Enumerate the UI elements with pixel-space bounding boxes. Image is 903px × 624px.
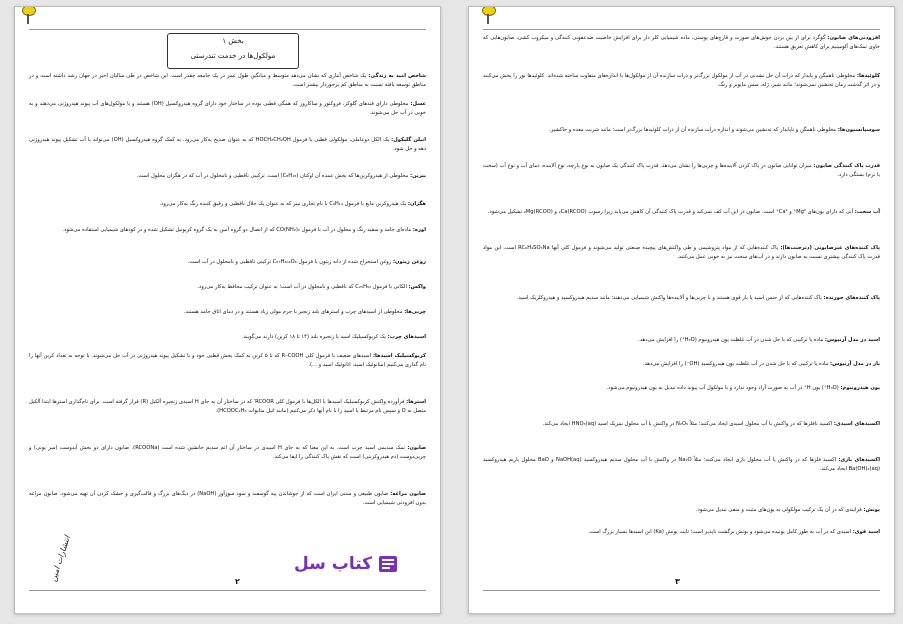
publisher-signature: انتشارات امین (48, 534, 72, 583)
glossary-entry: سوسپانسیون‌ها: مخلوطی ناهمگن و ناپایدار که ته‌نشین می‌شوند و اندازه ذرات سازنده آن از ذرات کلوئیدها بزرگ‌تر است؛ مانند شربت معده و خاکشیر. (549, 127, 880, 133)
glossary-entry: کلوئیدها: مخلوطی ناهمگن و پایدار که ذرات آن حل نشدنی در آب از مولکول بزرگ‌تر و ذرات سازنده آن از مولکول‌ها با اندازه‌های متفاوت ساخته شده‌اند. کلوئیدها نور را پخش می‌کنند و در اثر گذشت زمان ته‌نشین نمی‌شوند؛ مانند شیر، ژله، سس مایونز و رنگ. (483, 73, 880, 88)
glossary-entry: پاک کننده‌های غیرصابونی (دترجنت‌ها): پاک کننده‌هایی که از مواد پتروشیمی و طی واکنش‌های پیچیده صنعتی تولید می‌شوند و فرمول کلی آنها RC₆H₄SO₃Na است. این مواد قدرت پاک کنندگی بیشتری نسبت به صابون دارند و در آب‌های سخت نیز به خوبی عمل می‌کنند. (483, 245, 880, 260)
book-icon (377, 553, 399, 575)
section-title: بخش ۱ (222, 37, 244, 45)
pushpin-icon (481, 6, 495, 25)
glossary-entry: اکسیدهای بازی: اکسید فلزها که در واکنش با آب محلول بازی ایجاد می‌کنند؛ مثلاً Na₂O در واکنش با آب محلول سدیم هیدروکسید NaOH(aq) و BaO محلول باریم هیدروکسید Ba(OH)₂(aq) ایجاد می‌کند. (483, 457, 880, 472)
glossary-entry: اسید قوی: اسیدی که در آب به طور کامل یونیده می‌شود و یونش برگشت ناپذیر است؛ ثابت یونش (Ka) این اسیدها بسیار بزرگ است. (588, 529, 880, 535)
logo-text: کتاب سل (293, 554, 373, 574)
glossary-entry: هگزان: یک هیدروکربن مایع با فرمول C₆H₁₄ با نام تجاری تینر که به عنوان یک حلال ناقطبی و رقیق کننده رنگ به‌کار می‌رود. (159, 201, 426, 207)
document-page-left (14, 6, 441, 614)
section-header-box (167, 33, 299, 69)
glossary-entry: قدرت پاک کنندگی صابون: میزان توانایی صابون در پاک کردن آلاینده‌ها و چربی‌ها را نشان می‌دهد. قدرت پاک کنندگی یک صابون به نوع پارچه، نوع آلاینده، دمای آب و نوع آب (سخت یا نرم) بستگی دارد. (483, 163, 880, 178)
glossary-entry: اوره: ماده‌ای جامد و سفید رنگ و محلول در آب با فرمول CO(NH₂)₂ که از اتصال دو گروه آمین به یک گروه کربونیل تشکیل شده و در کودهای شیمیایی استفاده می‌شود. (62, 227, 426, 233)
glossary-entry: اسیدهای چرب: یک کربوکسیلیک اسید با زنجیره بلند (۱۴ تا ۱۸ کربن) دارند می‌گویند. (241, 334, 426, 340)
publisher-logo (291, 550, 401, 578)
glossary-entry: یونش: فرایندی که در آن یک ترکیب مولکولی به یون‌های مثبت و منفی تبدیل می‌شود. (695, 507, 880, 513)
page-number: ۲ (235, 577, 240, 586)
glossary-entry: افزودنی‌های صابون: گوگرد برای از بین بردن جوش‌های صورت و قارچ‌های پوستی، ماده شیمیایی کلر دار برای افزایش خاصیت ضدعفونی کنندگی و میکروب کشی، صابون‌هایی که حاوی نمک‌های آلومینیم برای کاهش تعریق هستند. (483, 35, 880, 50)
glossary-entry: باز در مدل آرنیوس: ماده یا ترکیبی که با حل شدن در آب غلظت یون هیدروکسید (OH⁻) را افزایش می‌دهد. (642, 361, 880, 367)
glossary-entry: استرها: فرآورده واکنش کربوکسیلیک اسیدها با الکل‌ها با فرمول کلی RCOOR′ که در ساختار آن به جای H اسیدی زنجیره آلکیل (R) قرار گرفته است. برای نام‌گذاری استرها ابتدا آلکیل متصل به O و سپس نام مرتبط با اسید را با نام آنها ذکر می‌کنیم (مانند اتیل متانوات HCOOC₂H₅). (29, 399, 426, 414)
pushpin-icon (21, 6, 35, 25)
glossary-entry: بنزین: مخلوطی از هیدروکربن‌ها که بخش عمده آن اوکتان (C₈H₁₈) است. ترکیبی ناقطبی و نامحلول در آب که در هگزان محلول است. (136, 173, 426, 179)
glossary-entry: صابون مراغه: صابون طبیعی و سنتی ایران است که از جوشاندن پیه گوسفند و سود سوزآور (NaOH) در دیگ‌های بزرگ و قالب‌گیری و خشک کردن آن تهیه می‌شود. صابون مراغه بدون افزودنی شیمیایی است. (29, 491, 426, 506)
glossary-entry: روغن زیتون: روغن استخراج شده از دانه زیتون با فرمول C₅₇H₁₀₄O₆ ترکیبی ناقطبی و نامحلول در آب است. (187, 259, 426, 265)
glossary-entry: کربوکسیلیک اسیدها: اسیدهای ضعیف با فرمول کلی R–COOH که تا ۵ کربن به کمک بخش قطبی خود و با تشکیل پیوند هیدروژنی در آب حل می‌شوند. با توجه به تعداد کربن آنها را نام گذاری می‌کنیم (متانوئیک اسید، اتانوئیک اسید و ...). (29, 353, 426, 368)
page-number: ۳ (675, 577, 680, 586)
glossary-entry: شاخص امید به زندگی: یک شاخص آماری که نشان می‌دهد متوسط و میانگین طول عمر در یک جامعه چقدر است. این شاخص در طی سالیان اخیر در جهان رشد داشته است و در مناطق توسعه یافته نسبت به مناطق کم برخوردار بیشتر است. (29, 73, 426, 88)
glossary-entry: صابون: نمک سدیمی اسید چرب است. به این معنا که به جای H اسیدی در ساختار آن اتم سدیم جانشین شده است (RCOONa). صابون دارای دو بخش آبدوست (سر یونی) و چربی‌دوست (دم هیدروکربنی) است که نقش پاک کنندگی را ایفا می‌کند. (29, 445, 427, 460)
document-page-right (468, 6, 895, 614)
glossary-entry: پاک کننده‌های خورنده: پاک کننده‌هایی که از جنس اسید یا باز قوی هستند و با چربی‌ها و آلاینده‌ها واکنش شیمیایی می‌دهند؛ مانند سدیم هیدروکسید و هیدروکلریک اسید. (516, 295, 880, 301)
glossary-entry: آب سخت: آبی که دارای یون‌های Mg²⁺ و Ca²⁺ است. صابون در این آب کف نمی‌کند و قدرت پاک کنندگی آن کاهش می‌یابد زیرا رسوب (RCOO)₂Ca و (RCOO)₂Mg تشکیل می‌شود. (487, 209, 880, 215)
section-subtitle: مولکول‌ها در خدمت تندرستی (190, 52, 276, 60)
page-content-left (29, 29, 426, 591)
glossary-entry: اسید در مدل آرنیوس: ماده یا ترکیبی که با حل شدن در آب غلظت یون هیدرونیوم (H₃O⁺) را افزایش می‌دهد. (638, 337, 880, 343)
glossary-entry: یون هیدرونیوم: (H₃O⁺) یون H⁺ در آب به صورت آزاد وجود ندارد و با مولکول آب پیوند داده تبدیل به یون هیدرونیوم می‌شود. (606, 385, 880, 391)
glossary-entry: اکسیدهای اسیدی: اکسید نافلزها که در واکنش با آب محلول اسیدی ایجاد می‌کنند؛ مثلاً N₂O₅ در واکنش با آب محلول نیتریک اسید HNO₃(aq) ایجاد می‌کند. (542, 421, 880, 427)
glossary-entry: عسل: مخلوطی دارای قندهای گلوکز، فروکتوز و ساکاروز که همگی قطبی بوده در ساختار خود دارای گروه هیدروکسیل (OH) هستند و با مولکول‌های آب پیوند هیدروژنی می‌دهند و به خوبی در آب حل می‌شوند. (29, 101, 426, 116)
glossary-entry: واکس: الکانی با فرمول C₂₅H₅₂ که ناقطبی و نامحلول در آب است؛ به عنوان ترکیب محافظ به‌کار می‌رود. (197, 284, 426, 290)
glossary-entry: اتیلن گلیکول: یک الکل دوعاملی، مولکولی قطبی با فرمول HOCH₂CH₂OH که به عنوان ضدیخ به‌کار می‌رود. به کمک گروه هیدروکسیل (OH) می‌تواند با آب تشکیل پیوند هیدروژنی دهد و حل شود. (29, 137, 426, 152)
page-content-right (483, 29, 880, 591)
glossary-entry: چربی‌ها: مخلوطی از اسیدهای چرب و استرهای بلند زنجیر با جرم مولی زیاد هستند و در دمای اتاق جامد هستند. (183, 309, 426, 315)
